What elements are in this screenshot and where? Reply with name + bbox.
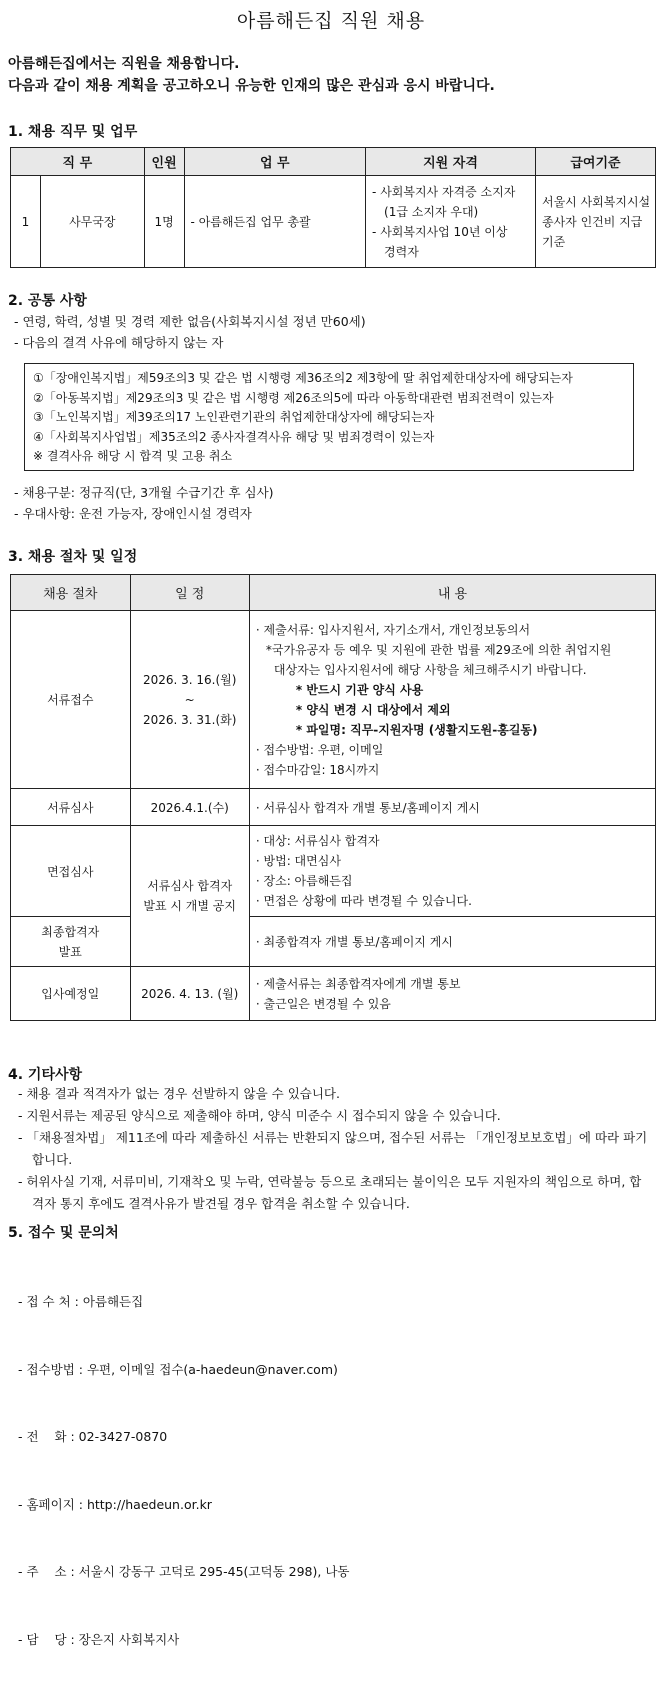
table-row: [11, 917, 656, 967]
content-line: · 장소: 아름해든집: [255, 874, 353, 888]
content-cell: [249, 611, 655, 789]
row-number: 1: [11, 176, 41, 268]
step-final-result: [11, 917, 131, 967]
date-line: 2026. 3. 31.(화): [142, 712, 237, 727]
content-line: *국가유공자 등 예우 및 지원에 관한 법률 제29조에 의한 취업지원: [265, 642, 612, 657]
intro-text: [8, 53, 495, 97]
header-count: 인원: [144, 148, 184, 176]
disqualification-box: [24, 363, 634, 471]
content-cell: [249, 826, 655, 917]
header-duty: 업 무: [184, 148, 366, 176]
disqualification-item: ①「장애인복지법」제59조의3 및 같은 법 시행령 제36조의2 제3항에 딸 취업제한대상자에 해당되는자: [33, 371, 573, 385]
section-heading: 2. 공통 사항: [8, 293, 87, 309]
table-header-row: [11, 148, 656, 176]
contact-line: - 주 소 : 서울시 강동구 고덕로 295-45(고덕동 298), 나동: [18, 1564, 350, 1579]
step-interview: 면접심사: [11, 826, 131, 917]
content-line: · 출근일은 변경될 수 있음: [255, 996, 391, 1011]
date-line: 발표 시 개별 공지: [143, 899, 236, 913]
content-line: · 방법: 대면심사: [255, 854, 341, 868]
content-cell: · 최종합격자 개별 통보/홈페이지 게시: [249, 917, 655, 967]
content-cell: [249, 967, 655, 1021]
contact-line: - 접 수 처 : 아름해든집: [18, 1294, 144, 1309]
date-cell: 2026.4.1.(수): [130, 789, 249, 826]
step-start-date: 입사예정일: [11, 967, 131, 1021]
table-row: [11, 967, 656, 1021]
disqualification-item: ④「사회복지사업법」제35조의2 종사자결격사유 해당 및 범죄경력이 있는자: [33, 429, 435, 444]
list-item: - 다음의 결격 사유에 해당하지 않는 자: [14, 335, 224, 350]
section-heading: 5. 접수 및 문의처: [8, 1225, 119, 1241]
intro-line: 다음과 같이 채용 계획을 공고하오니 유능한 인재의 많은 관심과 응시 바랍니다.: [8, 78, 495, 94]
section-heading: 4. 기타사항: [8, 1067, 83, 1083]
content-line: * 파일명: 직무-지원자명 (생활지도원-홍길동): [295, 722, 538, 737]
page-title: 아름해든집 직원 채용: [236, 10, 426, 32]
table-row: [11, 789, 656, 826]
content-line: · 제출서류: 입사지원서, 자기소개서, 개인정보동의서: [255, 622, 531, 637]
salary-line: 기준: [541, 234, 566, 249]
header-job: 직 무: [11, 148, 145, 176]
qualification-cell: [366, 176, 536, 268]
list-item: - 채용구분: 정규직(단, 3개월 수급기간 후 심사): [14, 485, 274, 500]
table-row: [11, 826, 656, 917]
list-item: - 채용 결과 적격자가 없는 경우 선발하지 않을 수 있습니다.: [18, 1086, 340, 1101]
contact-line: - 담 당 : 장은지 사회복지사: [18, 1631, 180, 1647]
list-item: - 우대사항: 운전 가능자, 장애인시설 경력자: [14, 506, 252, 521]
date-cell: [130, 826, 249, 967]
date-line: 서류심사 합격자: [147, 879, 233, 893]
date-cell: [130, 611, 249, 789]
headcount: 1명: [144, 176, 184, 268]
salary-line: 종사자 인건비 지급: [541, 214, 643, 229]
common-requirements: [14, 311, 366, 353]
employment-details: [14, 482, 274, 524]
contact-line: - 홈페이지 : http://haedeun.or.kr: [18, 1496, 212, 1512]
disqualification-item: ②「아동복지법」제29조의3 및 같은 법 시행령 제26조의5에 따라 아동학대관련 범죄전력이 있는자: [33, 390, 554, 405]
header-date: 일 정: [130, 575, 249, 611]
content-line: 대상자는 입사지원서에 해당 사항을 체크해주시기 바랍니다.: [273, 662, 587, 677]
contact-info: [18, 1246, 349, 1696]
list-item: - 지원서류는 제공된 양식으로 제출해야 하며, 양식 미준수 시 접수되지 않을 수 있습니다.: [18, 1108, 501, 1123]
content-line: · 면접은 상황에 따라 변경될 수 있습니다.: [255, 894, 472, 908]
intro-line: 아름해든집에서는 직원을 채용합니다.: [8, 56, 240, 72]
date-cell: 2026. 4. 13. (월): [130, 967, 249, 1021]
list-item: - 「채용절차법」 제11조에 따라 제출하신 서류는 반환되지 않으며, 접수된 서류는 「개인정보보호법」에 따라 파기합니다.: [18, 1130, 648, 1167]
content-line: · 제출서류는 최종합격자에게 개별 통보: [255, 976, 461, 991]
header-content: 내 용: [249, 575, 655, 611]
date-line: ~: [184, 692, 195, 707]
header-salary: 급여기준: [535, 148, 655, 176]
step-document-review: 서류심사: [11, 789, 131, 826]
qualification-line: (1급 소지자 우대): [384, 204, 479, 219]
header-qualification: 지원 자격: [366, 148, 536, 176]
list-item: - 연령, 학력, 성별 및 경력 제한 없음(사회복지시설 정년 만60세): [14, 314, 366, 329]
header-step: 채용 절차: [11, 575, 131, 611]
table-header-row: [11, 575, 656, 611]
content-line: * 양식 변경 시 대상에서 제외: [295, 702, 451, 717]
schedule-table: [10, 574, 656, 1021]
step-line: 최종합격자: [41, 924, 100, 939]
content-cell: · 서류심사 합격자 개별 통보/홈페이지 게시: [249, 789, 655, 826]
content-line: · 대상: 서류심사 합격자: [255, 834, 380, 848]
duty-text: - 아름해든집 업무 총괄: [184, 176, 366, 268]
date-line: 2026. 3. 16.(월): [142, 672, 237, 687]
qualification-line: - 사회복지사 자격증 소지자: [372, 184, 516, 199]
section-heading: 3. 채용 절차 및 일정: [8, 549, 138, 565]
qualification-line: 경력자: [384, 244, 419, 259]
list-item: - 허위사실 기재, 서류미비, 기재착오 및 누락, 연락불능 등으로 초래되는 불이익은 모두 지원자의 책임으로 하며, 합격자 통지 후에도 결격사유가 발견될 경우 합격을 취소할 수 있습니다.: [18, 1174, 642, 1211]
section-heading: 1. 채용 직무 및 업무: [8, 124, 138, 140]
salary-line: 서울시 사회복지시설: [541, 194, 651, 209]
contact-line: - 접수방법 : 우편, 이메일 접수(a-haedeun@naver.com): [18, 1361, 338, 1377]
table-row: [11, 176, 656, 268]
job-title: 사무국장: [40, 176, 144, 268]
table-row: [11, 611, 656, 789]
disqualification-note: ※ 결격사유 해당 시 합격 및 고용 취소: [33, 449, 233, 463]
content-line: * 반드시 기관 양식 사용: [295, 682, 424, 697]
content-line: · 접수방법: 우편, 이메일: [255, 742, 384, 757]
content-line: · 접수마감일: 18시까지: [255, 762, 380, 777]
qualification-line: - 사회복지사업 10년 이상: [372, 224, 508, 239]
step-document-submission: 서류접수: [11, 611, 131, 789]
step-line: 발표: [58, 944, 82, 959]
salary-cell: [535, 176, 655, 268]
other-notes: [18, 1083, 650, 1215]
job-table: [10, 147, 656, 268]
disqualification-item: ③「노인복지법」제39조의17 노인관련기관의 취업제한대상자에 해당되는자: [33, 410, 435, 424]
contact-line: - 전 화 : 02-3427-0870: [18, 1429, 168, 1444]
